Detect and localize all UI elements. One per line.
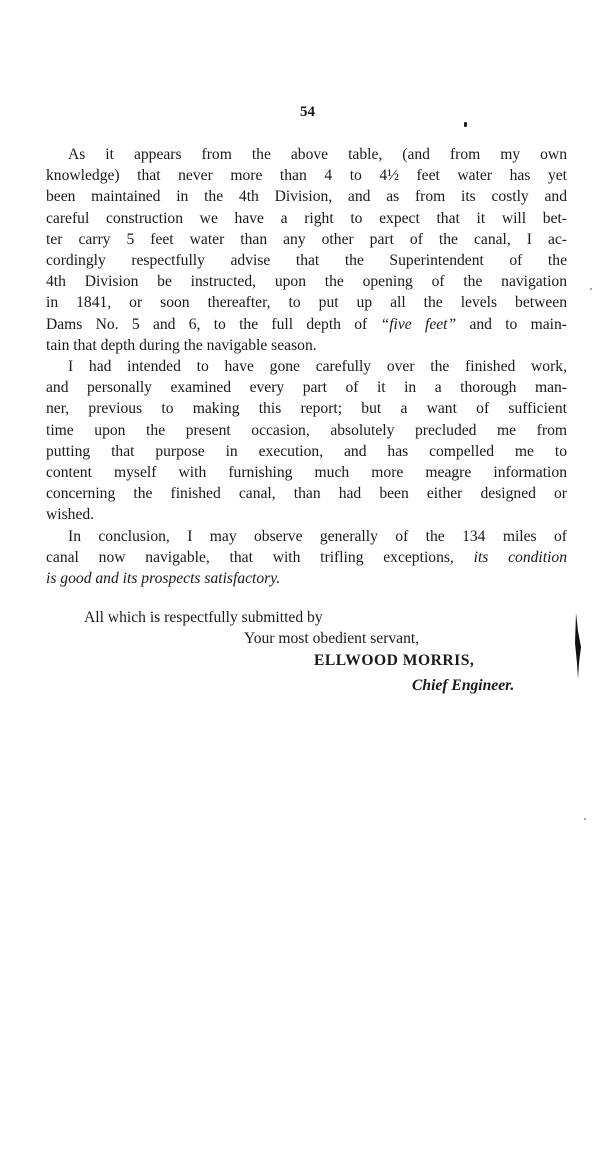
paragraph-1 — [46, 144, 567, 356]
text-line: 4th Division be instructed, upon the opening of the navigation — [46, 273, 567, 291]
paper-speck — [590, 288, 592, 290]
five-feet-emphasis: “five feet” — [380, 315, 457, 333]
paragraph-3 — [46, 526, 567, 590]
submission-line: All which is respectfully submitted by — [84, 609, 323, 626]
text-line: knowledge) that never more than 4 to 4½ feet water has yet — [46, 167, 567, 185]
text-line: ner, previous to making this report; but a want of sufficient — [46, 400, 567, 418]
text-line: cordingly respectfully advise that the Superintendent of the — [46, 252, 567, 270]
ink-dot — [464, 122, 467, 127]
text-line: in 1841, or soon thereafter, to put up all the levels between — [46, 294, 567, 312]
text-line: concerning the finished canal, than had been either designed or — [46, 485, 567, 503]
text-line: I had intended to have gone carefully over the finished work, — [68, 358, 567, 376]
text-line: is good and its prospects satisfactory. — [46, 570, 281, 588]
margin-ink-mark — [574, 613, 582, 679]
text-line: content myself with furnishing much more meagre information — [46, 464, 567, 482]
signatory-title: Chief Engineer. — [412, 677, 515, 694]
text-line: tain that depth during the navigable season. — [46, 336, 317, 354]
condition-emphasis: its condition — [453, 548, 568, 566]
text-line: As it appears from the above table, (and from my own — [68, 146, 567, 163]
salutation: Your most obedient servant, — [244, 630, 420, 647]
letter-body — [46, 144, 567, 589]
text-line: time upon the present occasion, absolutely precluded me from — [46, 421, 567, 439]
text-line — [46, 547, 567, 568]
text-line — [46, 314, 567, 335]
paper-speck — [584, 818, 586, 820]
paragraph-2 — [46, 356, 567, 526]
page-number: 54 — [300, 104, 315, 120]
text-line: careful construction we have a right to expect that it will bet- — [46, 209, 567, 227]
text-line: been maintained in the 4th Division, and as from its costly and — [46, 188, 567, 206]
text-line: ter carry 5 feet water than any other part of the canal, I ac- — [46, 230, 567, 248]
text-line-end: and to main- — [456, 315, 567, 333]
text-line-start: canal now navigable, that with trifling exceptions, — [46, 548, 454, 566]
text-line-start: Dams No. 5 and 6, to the full depth of — [46, 315, 368, 333]
text-line: and personally examined every part of it in a thorough man- — [46, 379, 567, 397]
text-line: In conclusion, I may observe generally of the 134 miles of — [68, 527, 567, 545]
text-line: putting that purpose in execution, and has compelled me to — [46, 442, 567, 460]
text-line: wished. — [46, 506, 95, 524]
signatory-name: ELLWOOD MORRIS, — [314, 652, 475, 669]
